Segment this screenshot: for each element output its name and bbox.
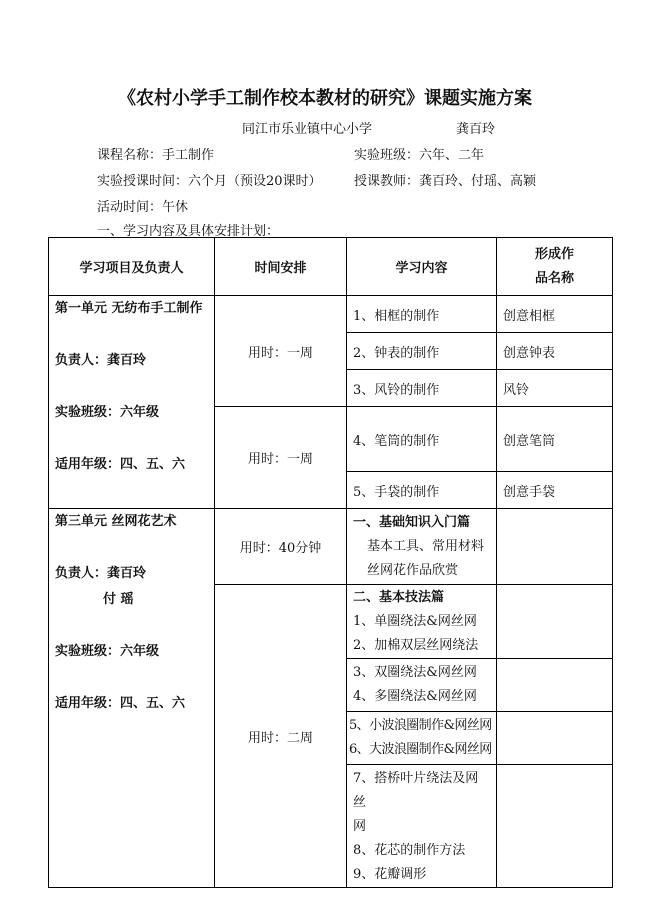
unit1-class: 实验班级：六年级 [55, 405, 160, 420]
unit3-owner: 负责人：龚百玲 [55, 566, 147, 581]
unit3-part5 [347, 765, 497, 888]
unit1-work: 创意相框 [497, 296, 613, 333]
header-work-line2: 品名称 [534, 270, 574, 286]
unit3-part2 [347, 585, 497, 659]
unit1-time-a: 用时：一周 [215, 296, 347, 407]
unit1-work: 创意手袋 [497, 472, 613, 509]
unit3-part2-line: 2、加棉双层丝网绕法 [353, 637, 479, 653]
experiment-classes: 实验班级：六年、二年 [354, 148, 485, 163]
unit3-work [497, 585, 613, 659]
header-content: 学习内容 [347, 238, 497, 296]
unit1-work: 风铃 [497, 370, 613, 407]
unit3-part4-line: 6、大波浪圈制作&网丝网 [349, 742, 492, 757]
unit3-time-a: 用时：40分钟 [215, 509, 347, 585]
unit3-part5-line: 8、花芯的制作方法 [353, 843, 466, 858]
unit3-part5-line: 网 [353, 819, 367, 834]
unit1-work: 创意钟表 [497, 333, 613, 370]
unit1-name: 第一单元 无纺布手工制作 [55, 301, 203, 316]
teachers: 授课教师：龚百玲、付瑶、高颖 [354, 174, 537, 189]
unit1-work: 创意笔筒 [497, 407, 613, 472]
table-row [49, 509, 613, 585]
teaching-duration: 实验授课时间：六个月（预设20课时） [97, 174, 322, 189]
document-title: 《农村小学手工制作校本教材的研究》课题实施方案 [118, 88, 532, 109]
school-name: 同江市乐业镇中心小学 [242, 122, 373, 137]
unit1-content: 2、钟表的制作 [347, 333, 497, 370]
unit3-part4-line: 5、小波浪圈制作&网丝网 [349, 718, 492, 733]
unit3-part2-line: 1、单圈绕法&网丝网 [353, 613, 477, 629]
header-project: 学习项目及负责人 [49, 238, 215, 296]
unit3-part1-line: 丝网花作品欣赏 [367, 562, 459, 578]
unit3-part1-title: 一、基础知识入门篇 [353, 514, 471, 530]
table-row [49, 296, 613, 333]
author-name: 龚百玲 [456, 122, 496, 137]
unit1-info [49, 296, 215, 509]
unit3-owner2: 付 瑶 [103, 592, 134, 607]
unit3-name: 第三单元 丝网花艺术 [55, 514, 177, 529]
unit3-info [49, 509, 215, 888]
unit3-part1-line: 基本工具、常用材料 [367, 538, 485, 554]
unit1-content: 3、风铃的制作 [347, 370, 497, 407]
unit1-owner: 负责人：龚百玲 [55, 353, 147, 368]
unit3-part5-line: 7、搭桥叶片绕法及网丝 [353, 771, 479, 810]
unit1-time-b: 用时：一周 [215, 407, 347, 509]
unit3-part5-line: 9、花瓣调形 [353, 867, 427, 882]
unit3-part4 [347, 712, 497, 765]
unit3-grades: 适用年级：四、五、六 [55, 696, 186, 711]
unit3-class: 实验班级：六年级 [55, 644, 160, 659]
header-work [497, 238, 613, 296]
unit1-content: 4、笔筒的制作 [347, 407, 497, 472]
unit3-time-b: 用时：二周 [215, 585, 347, 888]
unit3-part3 [347, 659, 497, 712]
unit3-part1 [347, 509, 497, 585]
unit3-work [497, 659, 613, 712]
unit1-content: 5、手袋的制作 [347, 472, 497, 509]
unit3-work [497, 509, 613, 585]
unit3-work [497, 712, 613, 765]
table-header-row [49, 238, 613, 296]
header-work-line1: 形成作 [534, 246, 574, 262]
unit3-part2-title: 二、基本技法篇 [353, 589, 445, 605]
schedule-table [48, 237, 613, 888]
unit3-part3-line: 4、多圈绕法&网丝网 [353, 689, 477, 704]
header-time: 时间安排 [215, 238, 347, 296]
unit3-work [497, 765, 613, 888]
activity-time: 活动时间：午休 [97, 200, 189, 215]
unit3-part3-line: 3、双圈绕法&网丝网 [353, 665, 477, 680]
section-heading: 一、学习内容及具体安排计划： [97, 224, 280, 239]
course-name: 课程名称：手工制作 [97, 148, 215, 163]
unit1-content: 1、相框的制作 [347, 296, 497, 333]
unit1-grades: 适用年级：四、五、六 [55, 457, 186, 472]
